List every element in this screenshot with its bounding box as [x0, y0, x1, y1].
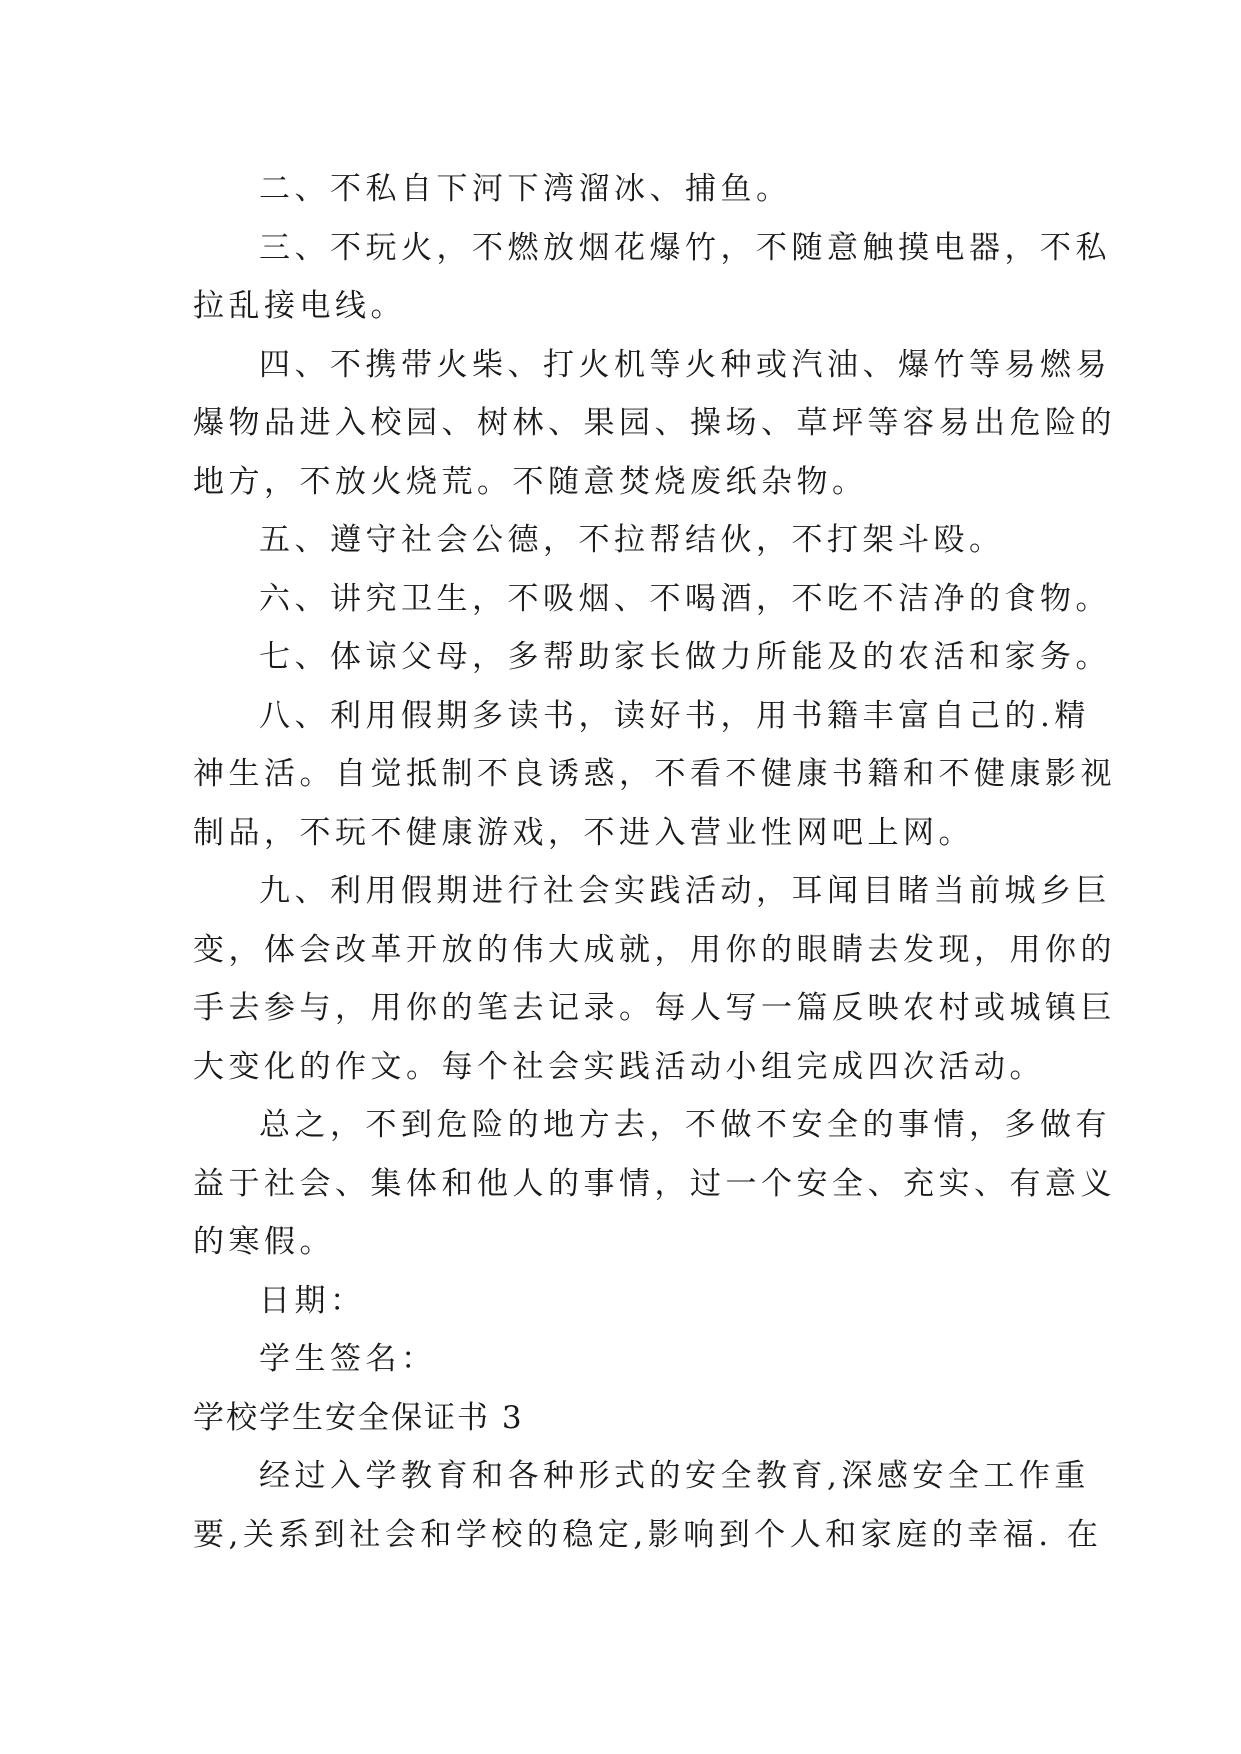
text-line: 四、不携带火柴、打火机等火种或汽油、爆竹等易燃易 — [259, 346, 1111, 383]
text-line: 经过入学教育和各种形式的安全教育,深感安全工作重 — [259, 1458, 1090, 1494]
paragraph-item-8 — [193, 687, 1116, 863]
text-line: 益于社会、集体和他人的事情，过一个安全、充实、有意义 — [193, 1165, 1116, 1202]
date-label: 日期： — [259, 1282, 366, 1319]
text-line: 的寒假。 — [193, 1224, 335, 1260]
section-title: 学校学生安全保证书 3 — [193, 1399, 524, 1436]
text-line: 三、不玩火，不燃放烟花爆竹，不随意触摸电器，不私 — [259, 229, 1111, 266]
text-line: 五、遵守社会公德，不拉帮结伙，不打架斗殴。 — [259, 522, 1005, 558]
paragraph-item-5 — [193, 511, 1063, 570]
paragraph-item-9 — [193, 862, 1116, 1096]
text-line: 爆物品进入校园、树林、果园、操场、草坪等容易出危险的 — [193, 405, 1116, 441]
text-line: 变，体会改革开放的伟大成就，用你的眼睛去发现，用你的 — [193, 931, 1116, 968]
paragraph-section-intro — [193, 1447, 1103, 1564]
text-line: 大变化的作文。每个社会实践活动小组完成四次活动。 — [193, 1048, 1045, 1085]
paragraph-item-3 — [193, 219, 1111, 336]
text-line: 七、体谅父母，多帮助家长做力所能及的农活和家务。 — [259, 639, 1111, 675]
text-line: 二、不私自下河下湾溜冰、捕鱼。 — [259, 171, 792, 207]
paragraph-item-4 — [193, 336, 1116, 512]
text-line: 拉乱接电线。 — [193, 288, 406, 324]
paragraph-item-6 — [193, 570, 1111, 629]
paragraph-item-7 — [193, 628, 1111, 687]
text-line: 六、讲究卫生，不吸烟、不喝酒，不吃不洁净的食物。 — [259, 580, 1111, 617]
text-line: 要,关系到社会和学校的稳定,影响到个人和家庭的幸福. 在 — [193, 1516, 1103, 1553]
document-page — [193, 160, 1116, 1564]
paragraph-summary — [193, 1096, 1116, 1272]
text-line: 总之，不到危险的地方去，不做不安全的事情，多做有 — [259, 1107, 1111, 1143]
text-line: 神生活。自觉抵制不良诱惑，不看不健康书籍和不健康影视 — [193, 756, 1116, 792]
signature-label: 学生签名： — [259, 1341, 437, 1377]
text-line: 九、利用假期进行社会实践活动，耳闻目睹当前城乡巨 — [259, 873, 1111, 909]
text-line: 手去参与，用你的笔去记录。每人写一篇反映农村或城镇巨 — [193, 990, 1116, 1026]
text-line: 八、利用假期多读书，读好书，用书籍丰富自己的.精 — [259, 697, 1090, 734]
paragraph-item-2 — [193, 160, 1063, 219]
text-line: 地方，不放火烧荒。不随意焚烧废纸杂物。 — [193, 463, 868, 500]
text-line: 制品，不玩不健康游戏，不进入营业性网吧上网。 — [193, 814, 974, 851]
